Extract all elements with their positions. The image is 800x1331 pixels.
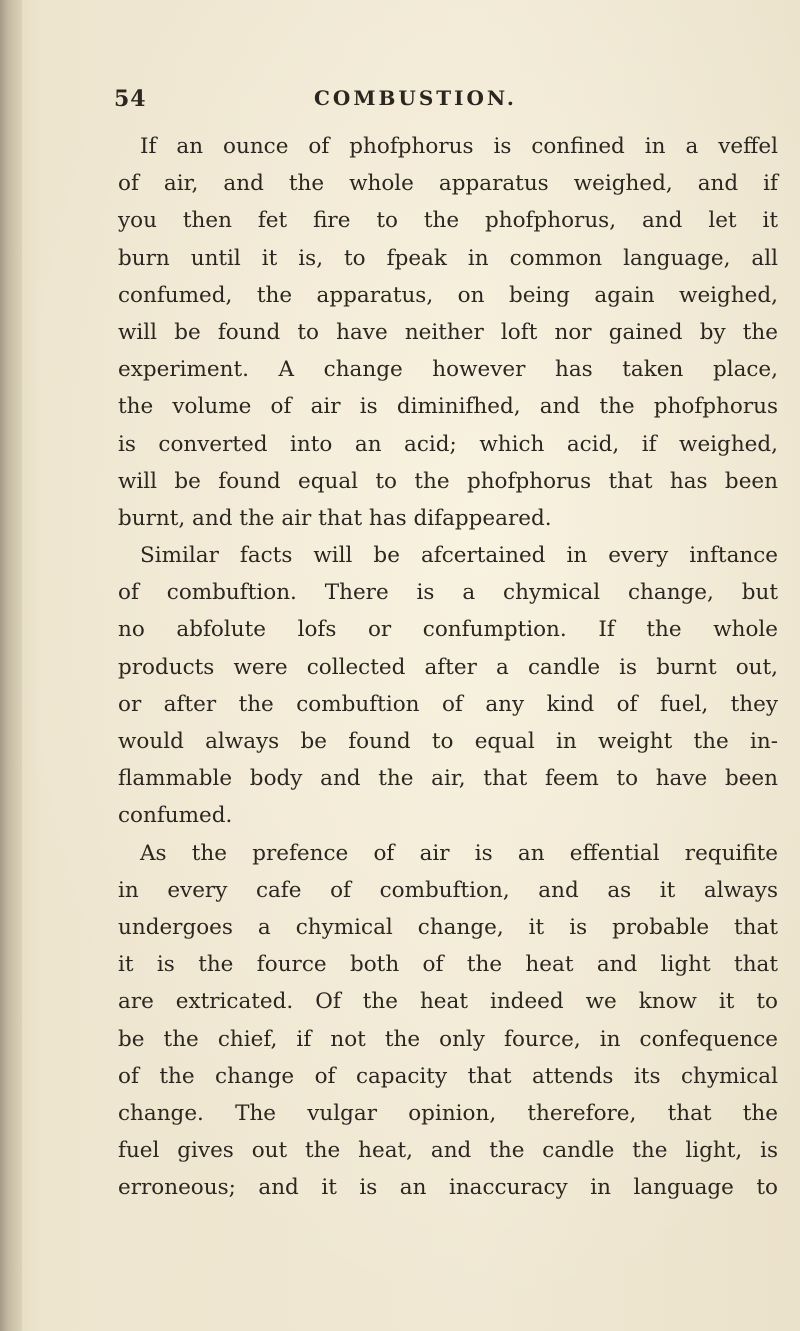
text-line: As the prefence of air is an effential requifite <box>140 840 778 866</box>
text-line: the volume of air is diminifhed, and the phofphorus <box>118 394 778 420</box>
text-line: erroneous; and it is an inaccuracy in language to <box>118 1175 778 1201</box>
text-line: products were collected after a candle is burnt out, <box>118 654 778 680</box>
text-line: confumed, the apparatus, on being again weighed, <box>118 282 778 308</box>
text-line: burnt, and the air that has difappeared. <box>118 505 552 531</box>
page-binding-shadow <box>0 0 22 1331</box>
text-line: will be found to have neither loft nor gained by the <box>118 319 778 345</box>
running-head <box>114 86 714 116</box>
text-line: it is the fource both of the heat and light that <box>118 952 778 978</box>
text-line: confumed. <box>118 803 233 829</box>
text-line: Similar facts will be afcertained in every inftance <box>140 543 778 569</box>
text-line: is converted into an acid; which acid, if weighed, <box>118 431 778 457</box>
text-line: change. The vulgar opinion, therefore, that the <box>118 1100 778 1126</box>
text-line: experiment. A change however has taken place, <box>118 357 778 383</box>
body-text <box>118 128 778 1206</box>
text-line: you then fet fire to the phofphorus, and let it <box>118 208 778 234</box>
text-line: of air, and the whole apparatus weighed, and if <box>118 171 778 197</box>
text-line: will be found equal to the phofphorus that has been <box>118 468 778 494</box>
text-line: are extricated. Of the heat indeed we know it to <box>118 989 778 1015</box>
page-number: 54 <box>114 86 147 112</box>
text-line: be the chief, if not the only fource, in confequence <box>118 1026 778 1052</box>
text-line: If an ounce of phofphorus is confined in a veffel <box>140 134 778 159</box>
text-line: of the change of capacity that attends its chymical <box>118 1063 778 1089</box>
text-line: would always be found to equal in weight the in- <box>118 729 778 754</box>
text-line: or after the combuftion of any kind of fuel, they <box>118 691 778 717</box>
text-line: burn until it is, to fpeak in common language, all <box>118 245 778 271</box>
text-line: in every cafe of combuftion, and as it always <box>118 877 778 903</box>
text-line: fuel gives out the heat, and the candle the light, is <box>118 1138 778 1164</box>
text-line: undergoes a chymical change, it is probable that <box>118 914 778 940</box>
text-line: no abfolute lofs or confumption. If the whole <box>118 617 778 643</box>
text-line: flammable body and the air, that feem to have been <box>118 766 778 792</box>
text-line: of combuftion. There is a chymical change, but <box>118 580 778 606</box>
section-title: COMBUSTION. <box>314 86 517 110</box>
